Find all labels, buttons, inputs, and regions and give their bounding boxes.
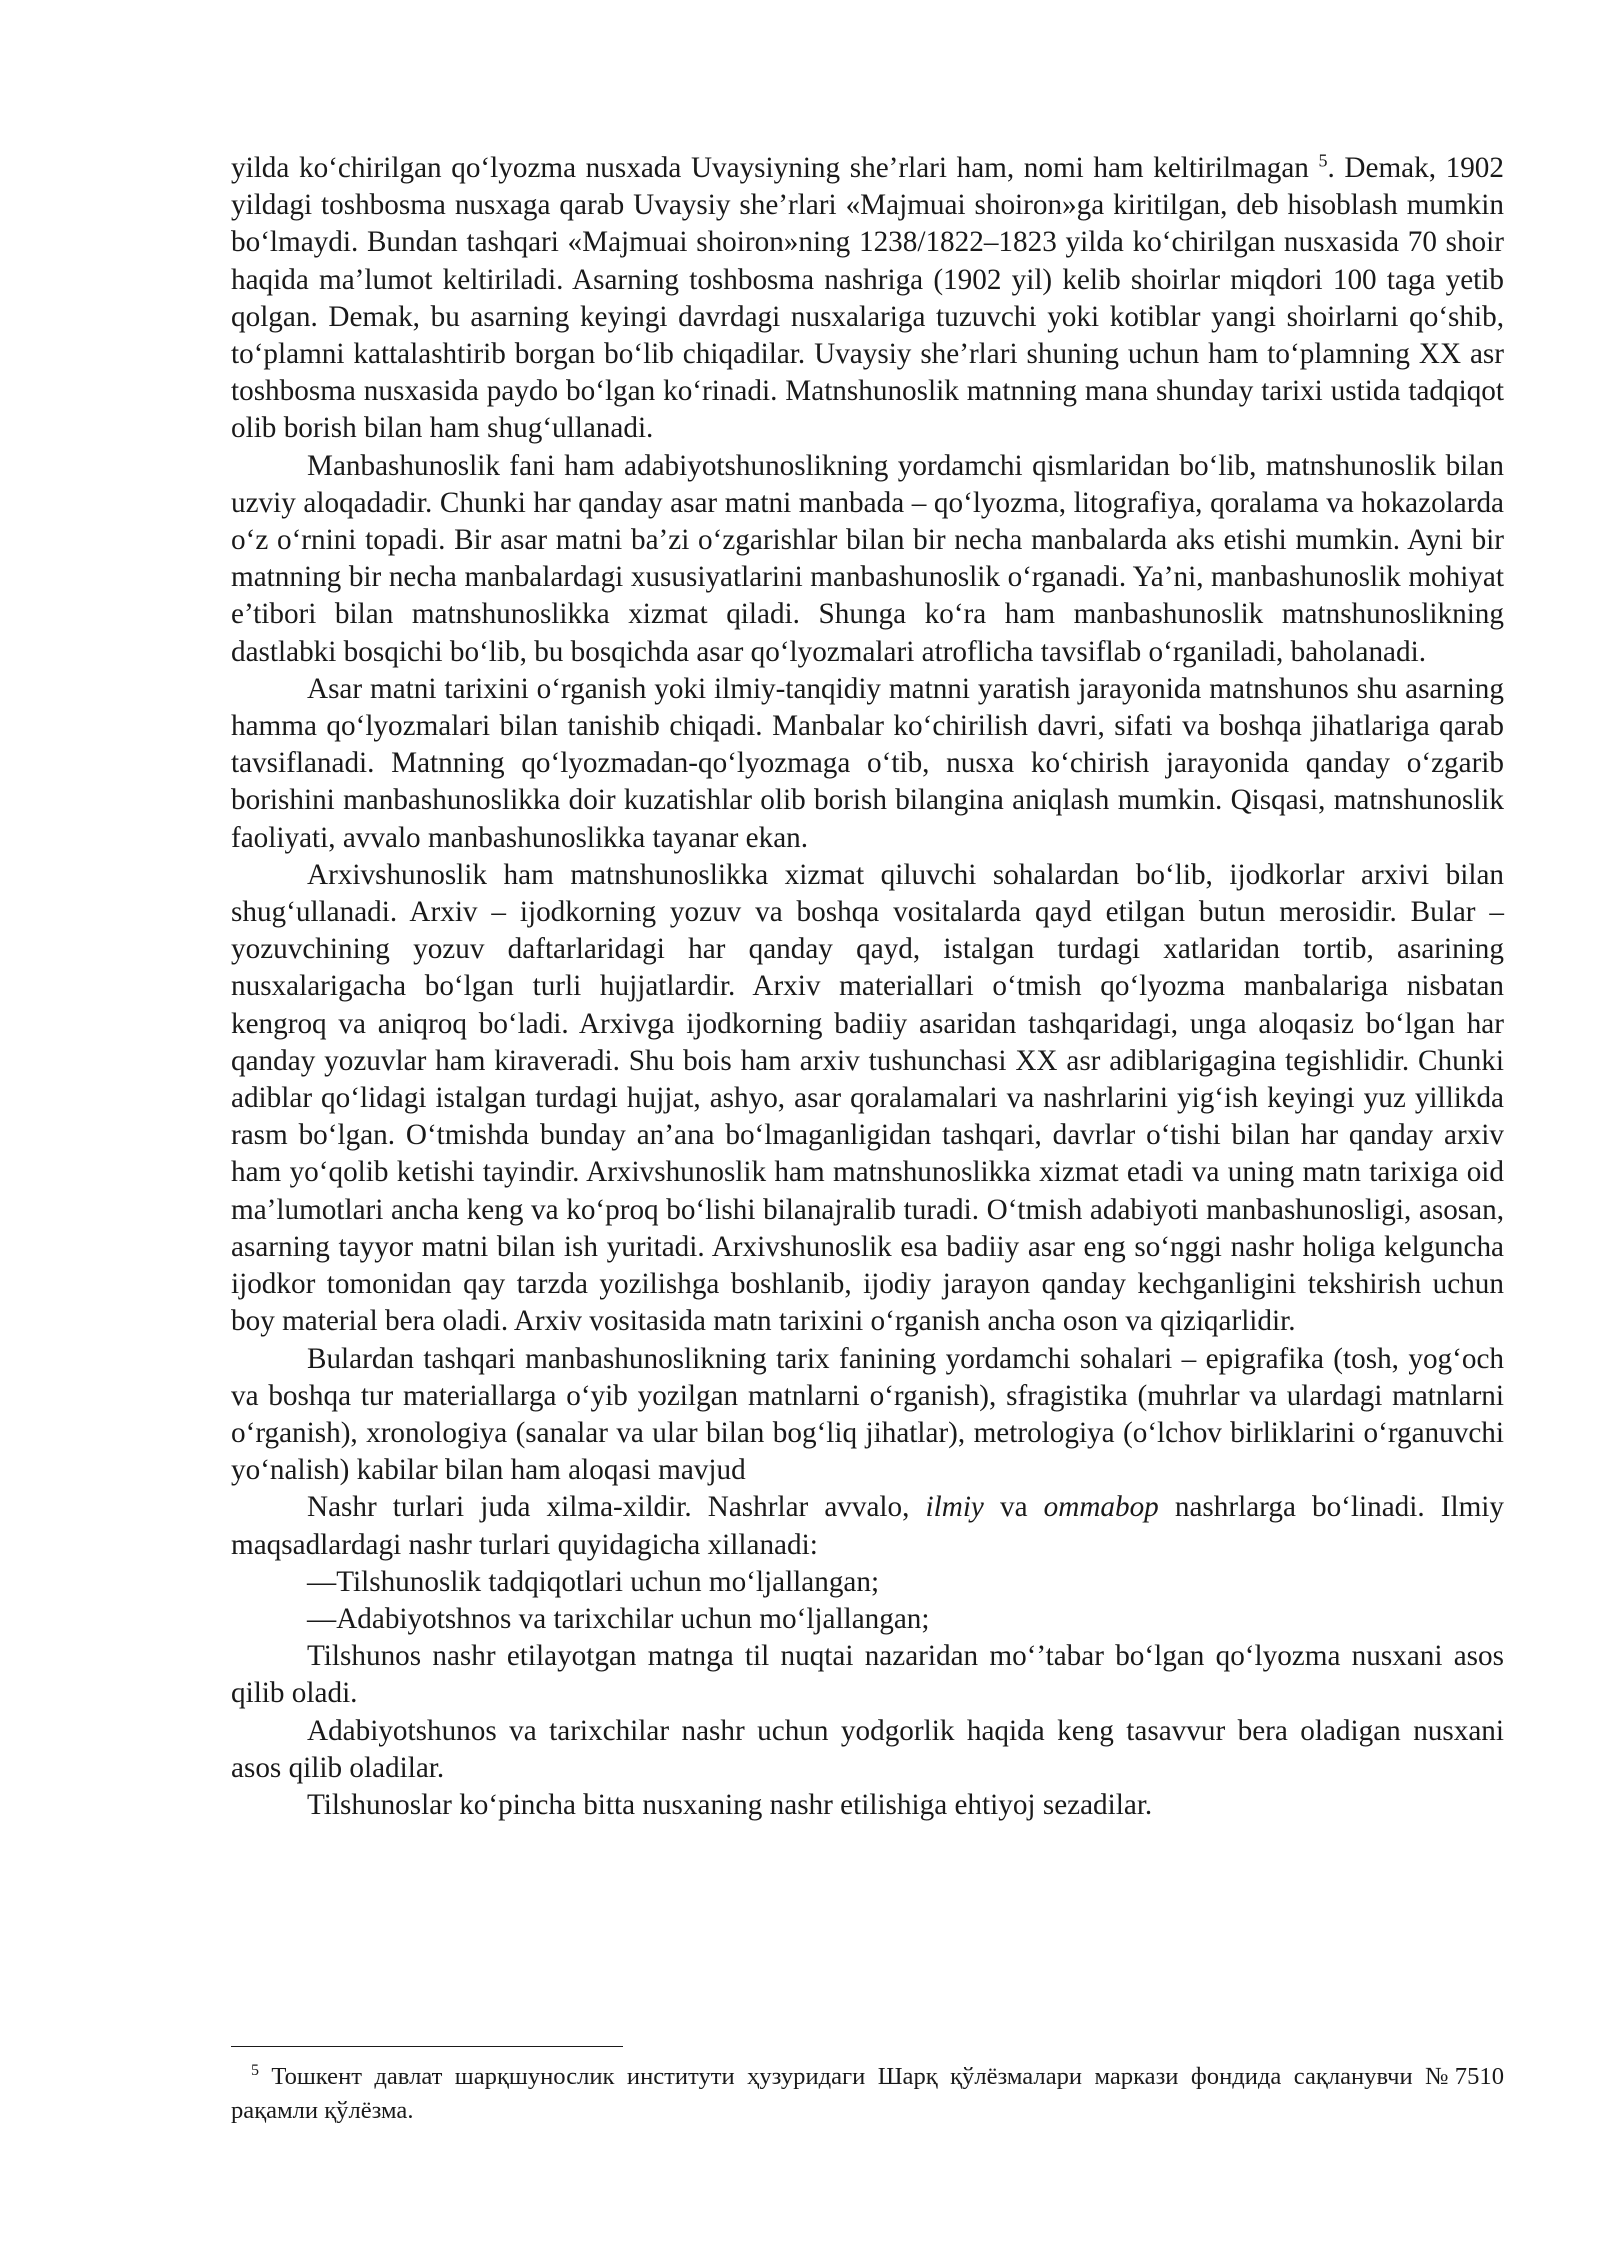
paragraph-6-middle: va (983, 1491, 1044, 1524)
paragraph-11: Tilshunoslar ko‘pincha bitta nusxaning nashr etilishiga ehtiyoj sezadilar. (307, 1788, 1153, 1821)
list-item-1: —Tilshunoslik tadqiqotlari uchun mo‘ljallangan; (307, 1565, 880, 1598)
paragraph-3: Asar matni tarixini o‘rganish yoki ilmiy-tanqidiy matnni yaratish jarayonida matnshunos shu asarning hamma qo‘lyozmalari bilan tanishib chiqadi. Manbalar ko‘chirilish davri, sifati va boshqa jihatlariga qarab tavsiflanadi. Matnning qo‘lyozmadan-qo‘lyozmaga o‘tib, nusxa ko‘chirish jarayonida qanday o‘zgarib borishini manbashunoslikka doir kuzatishlar olib borish bilangina aniqlash mumkin. Qisqasi, matnshunoslik faoliyati, avvalo manbashunoslikka tayanar ekan. (231, 672, 1504, 854)
italic-term-ilmiy: ilmiy (925, 1491, 984, 1524)
paragraph-10: Adabiyotshunos va tarixchilar nashr uchun yodgorlik haqida keng tasavvur bera oladigan nusxani asos qilib oladilar. (231, 1714, 1504, 1784)
paragraph-6 (231, 1489, 1504, 1563)
paragraph-2: Manbashunoslik fani ham adabiyotshunoslikning yordamchi qismlaridan bo‘lib, matnshunoslik bilan uzviy aloqadadir. Chunki har qanday asar matni manbada – qo‘lyozma, litografiya, qoralama va hokazolarda o‘z o‘rnini topadi. Bir asar matni ba’zi o‘zgarishlar bilan bir necha manbalarda aks etishi mumkin. Ayni bir matnning bir necha manbalardagi xususiyatlarini manbashunoslik o‘rganadi. Ya’ni, manbashunoslik mohiyat e’tibori bilan matnshunoslikka xizmat qiladi. Shunga ko‘ra ham manbashunoslik matnshunoslikning dastlabki bosqichi bo‘lib, bu bosqichda asar qo‘lyozmalari atroflicha tavsiflab o‘rganiladi, baholanadi. (231, 449, 1504, 668)
italic-term-ommabop: ommabop (1043, 1491, 1159, 1524)
document-page (231, 150, 1504, 1824)
footnote-text: Тошкент давлат шарқшунослик институти ҳузуридаги Шарқ қўлёзмалари маркази фондида сақланувчи №7510 рақамли қўлёзма. (231, 2063, 1504, 2124)
document-body (231, 150, 1504, 1824)
paragraph-1 (231, 150, 1504, 448)
footnote-number: 5 (251, 2061, 259, 2079)
paragraph-1-text-continued: . Demak, 1902 yildagi toshbosma nusxaga qarab Uvaysiy she’rlari «Majmuai shoiron»ga kiritilgan, deb hisoblash mumkin bo‘lmaydi. Bundan tashqari «Majmuai shoiron»ning 1238/1822–1823 yilda ko‘chirilgan nusxasida 70 shoir haqida ma’lumot keltiriladi. Asarning toshbosma nashriga (1902 yil) kelib shoirlar miqdori 100 taga yetib qolgan. Demak, bu asarning keyingi davrdagi nusxalariga tuzuvchi yoki kotiblar yangi shoirlarni qo‘shib, to‘plamni kattalashtirib borgan bo‘lib chiqadilar. Uvaysiy she’rlari shuning uchun ham to‘plamning XX asr toshbosma nusxasida paydo bo‘lgan ko‘rinadi. Matnshunoslik matnning mana shunday tarixi ustida tadqiqot olib borish bilan ham shug‘ullanadi. (231, 152, 1504, 445)
footnote (231, 2060, 1504, 2127)
paragraph-6-text: Nashr turlari juda xilma-xildir. Nashrlar avvalo, (307, 1491, 926, 1524)
list-item-2: —Adabiyotshnos va tarixchilar uchun mo‘ljallangan; (307, 1602, 930, 1635)
paragraph-4: Arxivshunoslik ham matnshunoslikka xizmat qiluvchi sohalardan bo‘lib, ijodkorlar arxivi bilan shug‘ullanadi. Arxiv – ijodkorning yozuv va boshqa vositalarda qayd etilgan butun merosidir. Bular – yozuvchining yozuv daftarlaridagi har qanday qayd, istalgan turdagi xatlaridan tortib, asarining nusxalarigacha bo‘lgan turli hujjatlardir. Arxiv materiallari o‘tmish qo‘lyozma manbalariga nisbatan kengroq va aniqroq bo‘ladi. Arxivga ijodkorning badiiy asaridan tashqaridagi, unga aloqasiz bo‘lgan har qanday yozuvlar ham kiraveradi. Shu bois ham arxiv tushunchasi XX asr adiblarigagina tegishlidir. Chunki adiblar qo‘lidagi istalgan turdagi hujjat, ashyo, asar qoralamalari va nashrlarini yig‘ish keyingi yuz yillikda rasm bo‘lgan. O‘tmishda bunday an’ana bo‘lmaganligidan tashqari, davrlar o‘tishi bilan har qanday arxiv ham yo‘qolib ketishi tayindir. Arxivshunoslik ham matnshunoslikka xizmat etadi va uning matn tarixiga oid ma’lumotlari ancha keng va ko‘proq bo‘lishi bilanajralib turadi. O‘tmish adabiyoti manbashunosligi, asosan, asarning tayyor matni bilan ish yuritadi. Arxivshunoslik esa badiiy asar eng so‘nggi nashr holiga kelguncha ijodkor tomonidan qay tarzda yozilishga boshlanib, ijodiy jarayon qanday kechganligini tekshirish uchun boy material bera oladi. Arxiv vositasida matn tarixini o‘rganish ancha oson va qiziqarlidir. (231, 858, 1504, 1338)
paragraph-5: Bulardan tashqari manbashunoslikning tarix fanining yordamchi sohalari – epigrafika (tosh, yog‘och va boshqa tur materiallarga o‘yib yozilgan matnlarni o‘rganish), sfragistika (muhrlar va ulardagi matnlarni o‘rganish), xronologiya (sanalar va ular bilan bog‘liq jihatlar), metrologiya (o‘lchov birliklarini o‘rganuvchi yo‘nalish) kabilar bilan ham aloqasi mavjud (231, 1342, 1504, 1487)
paragraph-1-text: yilda ko‘chirilgan qo‘lyozma nusxada Uvaysiyning she’rlari ham, nomi ham keltirilmagan (231, 152, 1309, 184)
paragraph-6-text-continued: nashrlarga bo‘linadi. Ilmiy maqsadlardagi nashr turlari quyidagicha xillanadi: (231, 1491, 1504, 1561)
footnote-reference[interactable]: 5 (1318, 150, 1328, 171)
footnote-separator (231, 2046, 623, 2047)
paragraph-9: Tilshunos nashr etilayotgan matnga til nuqtai nazaridan mo‘’tabar bo‘lgan qo‘lyozma nusxani asos qilib oladi. (231, 1640, 1504, 1710)
